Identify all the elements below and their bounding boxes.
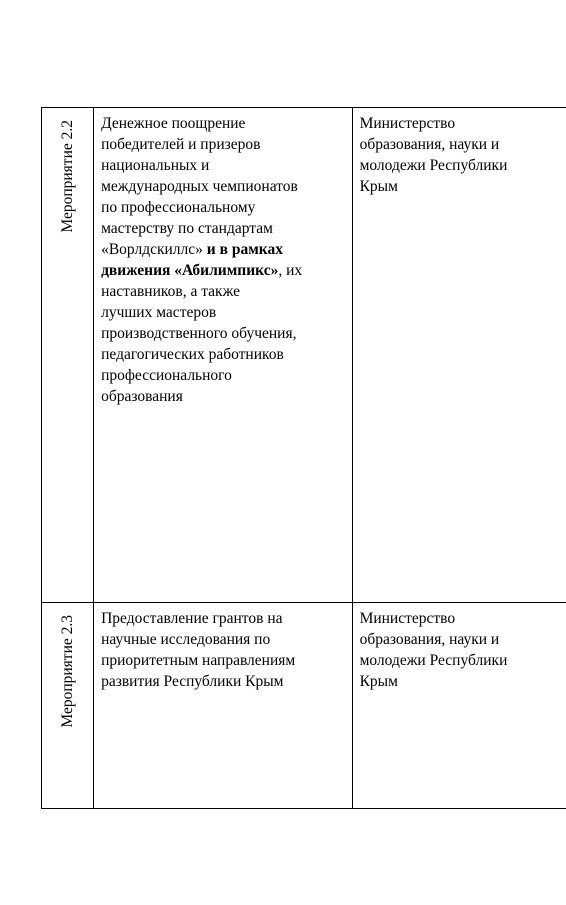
responsible-cell bbox=[352, 603, 566, 809]
responsible-organization: Министерство образования, науки и молодежи Республики Крым bbox=[359, 610, 508, 690]
measure-description: Денежное поощрение победителей и призеров национальных и международных чемпионатов по профессиональному мастерству по стандартам «Ворлдскиллс» и в рамках движения «Абилимпикс», их наставников, а также лучших мастеров производственного обучения, педагогических работников профессионального образования bbox=[101, 115, 303, 405]
measure-number-cell bbox=[42, 108, 94, 603]
measure-description-cell bbox=[94, 108, 352, 603]
measures-table bbox=[41, 107, 566, 809]
measure-number: Мероприятие 2.3 bbox=[58, 615, 76, 728]
responsible-cell bbox=[352, 108, 566, 603]
table-row bbox=[42, 603, 566, 809]
measure-number-cell bbox=[42, 603, 94, 809]
measure-number: Мероприятие 2.2 bbox=[58, 120, 76, 233]
responsible-organization: Министерство образования, науки и молодежи Республики Крым bbox=[359, 115, 508, 195]
measure-description: Предоставление грантов на научные исследования по приоритетным направлениям развития Республики Крым bbox=[101, 610, 296, 690]
table-row bbox=[42, 108, 566, 603]
measure-description-cell bbox=[94, 603, 352, 809]
